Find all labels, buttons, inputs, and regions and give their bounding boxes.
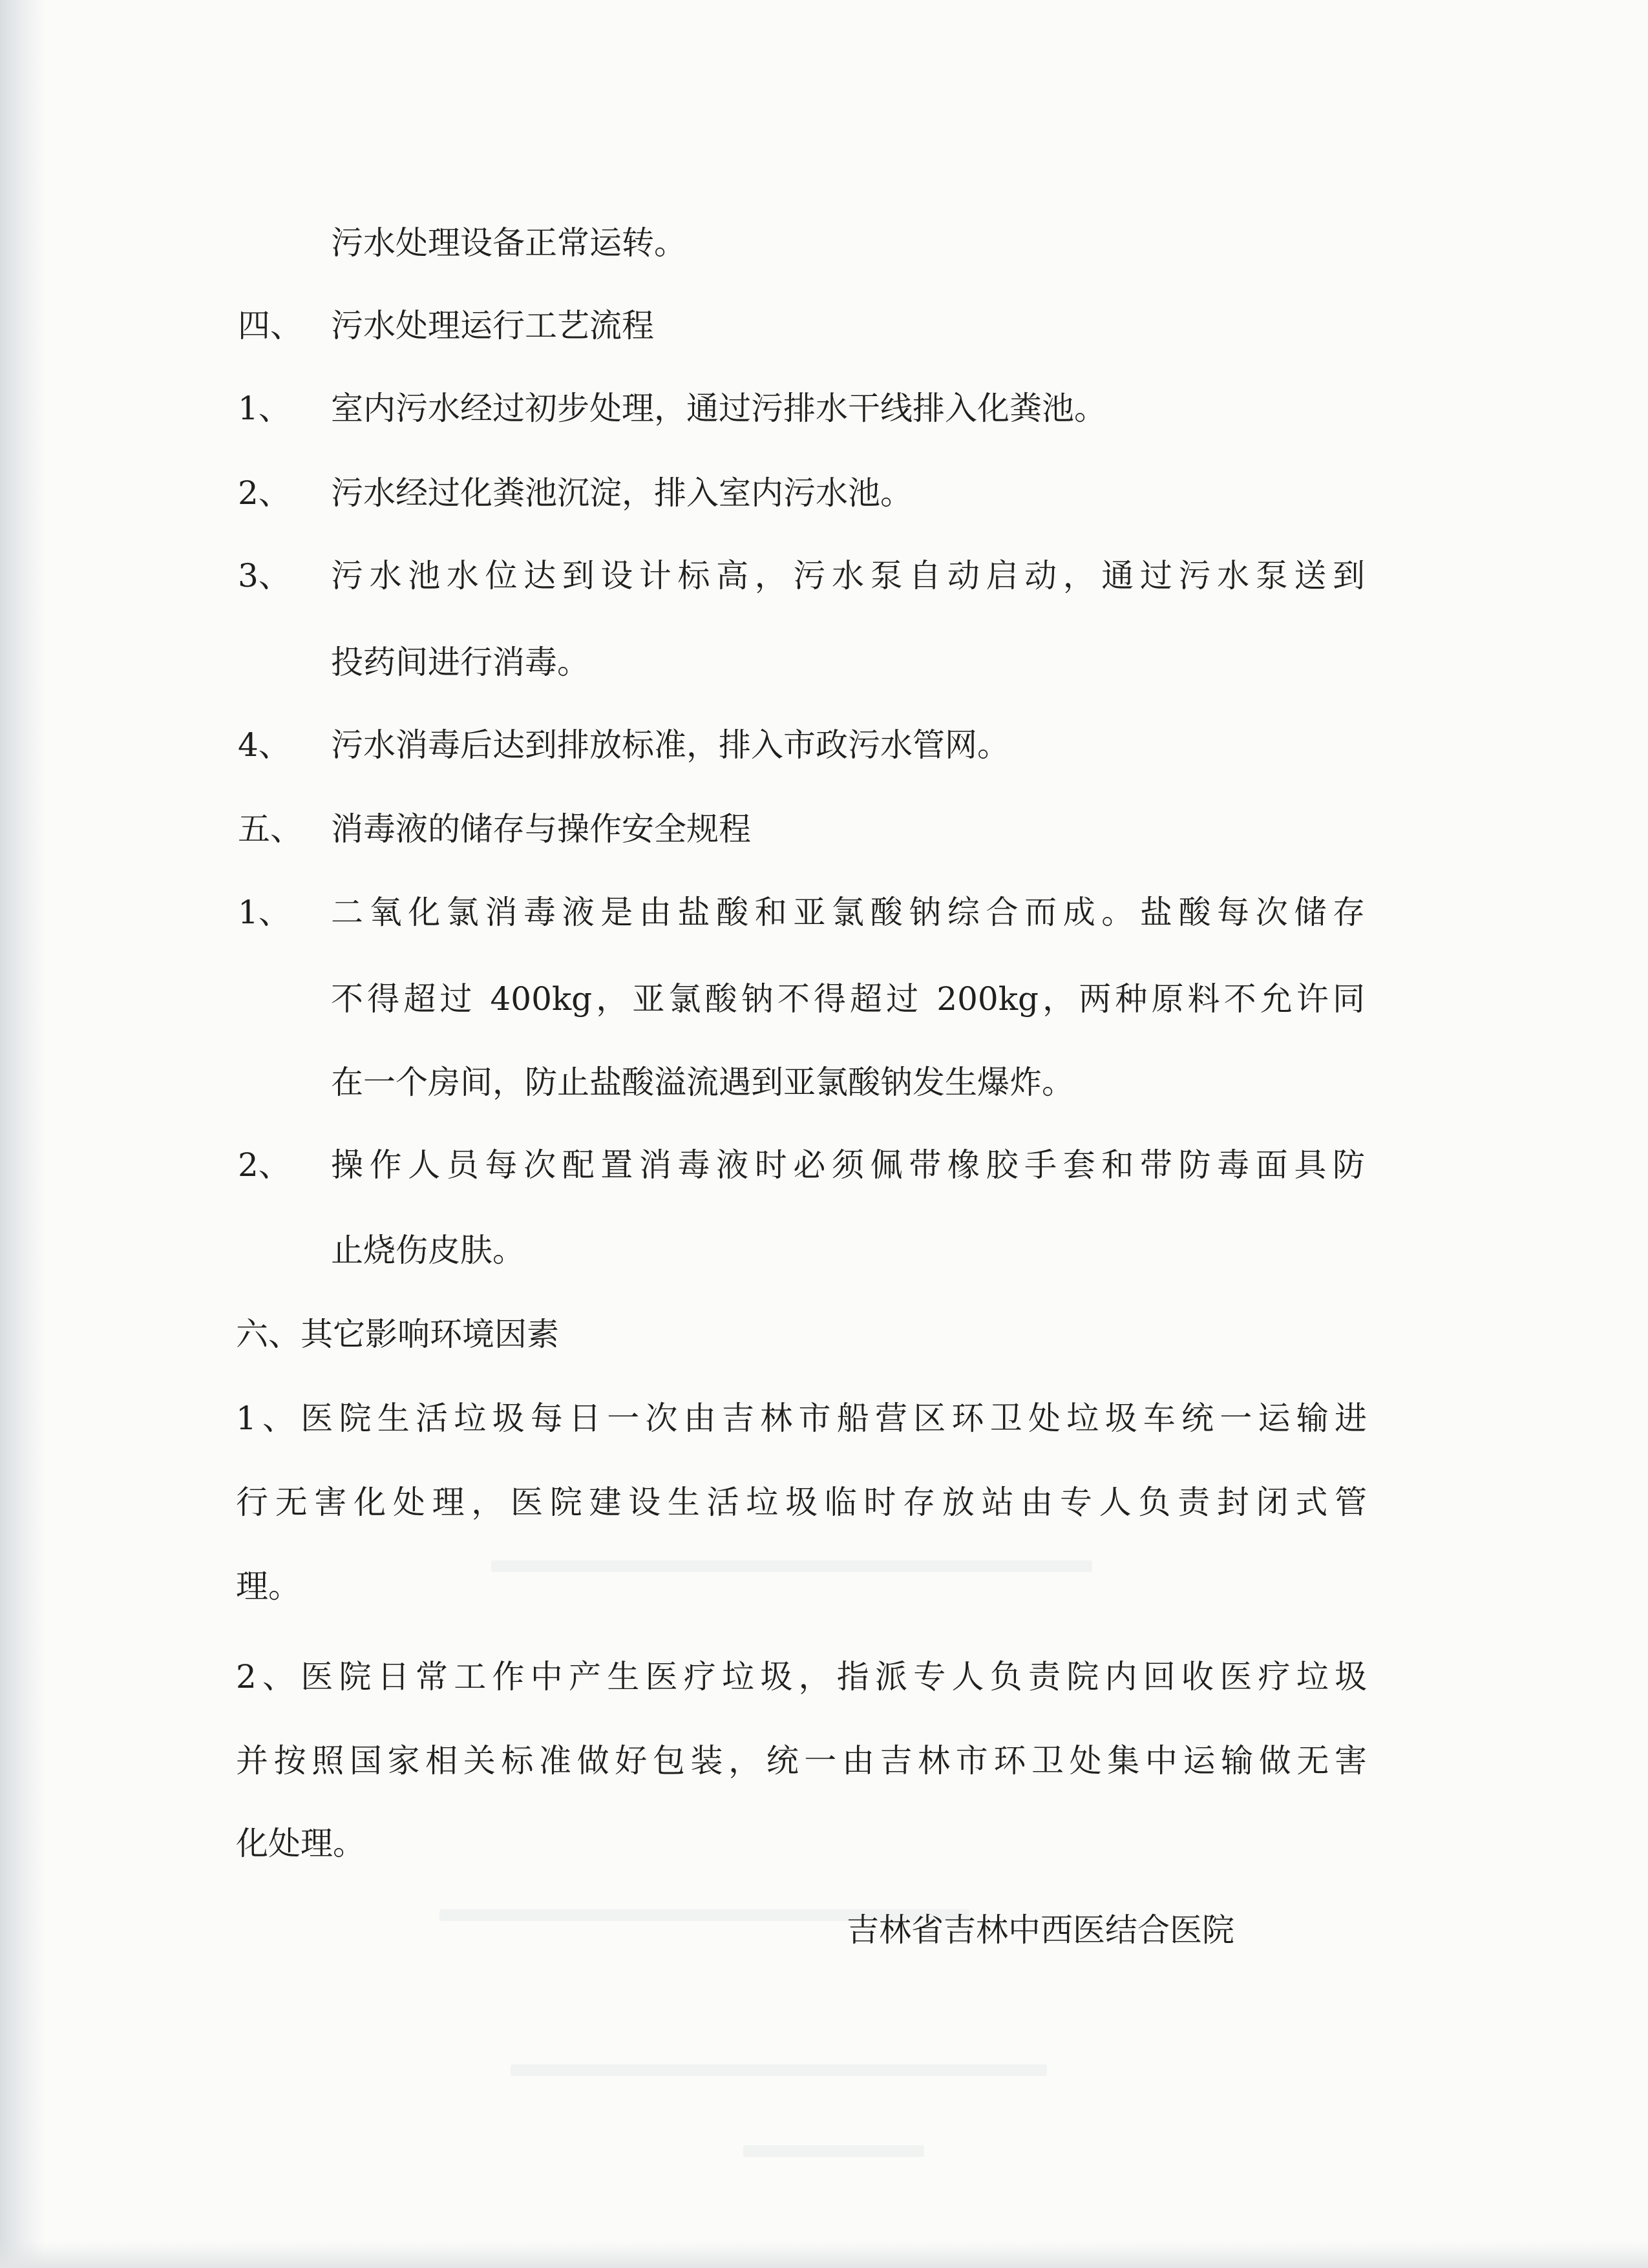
list-item-text: 室内污水经过初步处理，通过污排水干线排入化粪池。 — [331, 390, 1106, 427]
signature-organization: 吉林省吉林中西医结合医院 — [847, 1911, 1234, 1949]
paragraph-line: 化处理。 — [236, 1825, 365, 1862]
list-item-text-continued: 止烧伤皮肤。 — [331, 1232, 525, 1269]
paragraph-line: 并按照国家相关标准做好包装，统一由吉林市环卫处集中运输做无害 — [236, 1742, 1367, 1780]
list-item-text: 二氧化氯消毒液是由盐酸和亚氯酸钠综合而成。盐酸每次储存 — [331, 894, 1365, 931]
list-item-text-continued: 在一个房间，防止盐酸溢流遇到亚氯酸钠发生爆炸。 — [331, 1064, 1074, 1101]
paragraph-line: 行无害化处理，医院建设生活垃圾临时存放站由专人负责封闭式管 — [236, 1484, 1367, 1521]
section-4-heading: 污水处理运行工艺流程 — [331, 307, 654, 344]
section-6-heading: 六、其它影响环境因素 — [236, 1316, 559, 1353]
list-item-text: 污水池水位达到设计标高，污水泵自动启动，通过污水泵送到 — [331, 557, 1365, 594]
continuation-line: 污水处理设备正常运转。 — [331, 224, 686, 262]
list-item-text: 操作人员每次配置消毒液时必须佩带橡胶手套和带防毒面具防 — [331, 1146, 1365, 1184]
list-item-number: 1、 — [238, 390, 291, 427]
section-5-heading: 消毒液的储存与操作安全规程 — [331, 810, 751, 848]
list-item-number: 3、 — [238, 557, 291, 594]
list-item-text: 污水消毒后达到排放标准，排入市政污水管网。 — [331, 726, 1009, 764]
list-item-text: 污水经过化粪池沉淀，排入室内污水池。 — [331, 474, 913, 512]
list-item-number: 2、 — [238, 474, 291, 512]
section-4-number: 四、 — [238, 307, 302, 344]
list-item-text-continued: 不得超过 400kg，亚氯酸钠不得超过 200kg，两种原料不允许同 — [331, 980, 1365, 1018]
section-5-number: 五、 — [238, 810, 302, 848]
list-item-number: 1、 — [238, 894, 291, 931]
list-item-number: 4、 — [238, 726, 291, 764]
list-item-text-continued: 投药间进行消毒。 — [331, 644, 589, 681]
paragraph-line: 理。 — [236, 1568, 301, 1605]
list-item-number: 2、 — [238, 1146, 291, 1184]
paragraph-line: 1、医院生活垃圾每日一次由吉林市船营区环卫处垃圾车统一运输进 — [236, 1400, 1367, 1437]
paragraph-line: 2、医院日常工作中产生医疗垃圾，指派专人负责院内回收医疗垃圾 — [236, 1658, 1367, 1696]
